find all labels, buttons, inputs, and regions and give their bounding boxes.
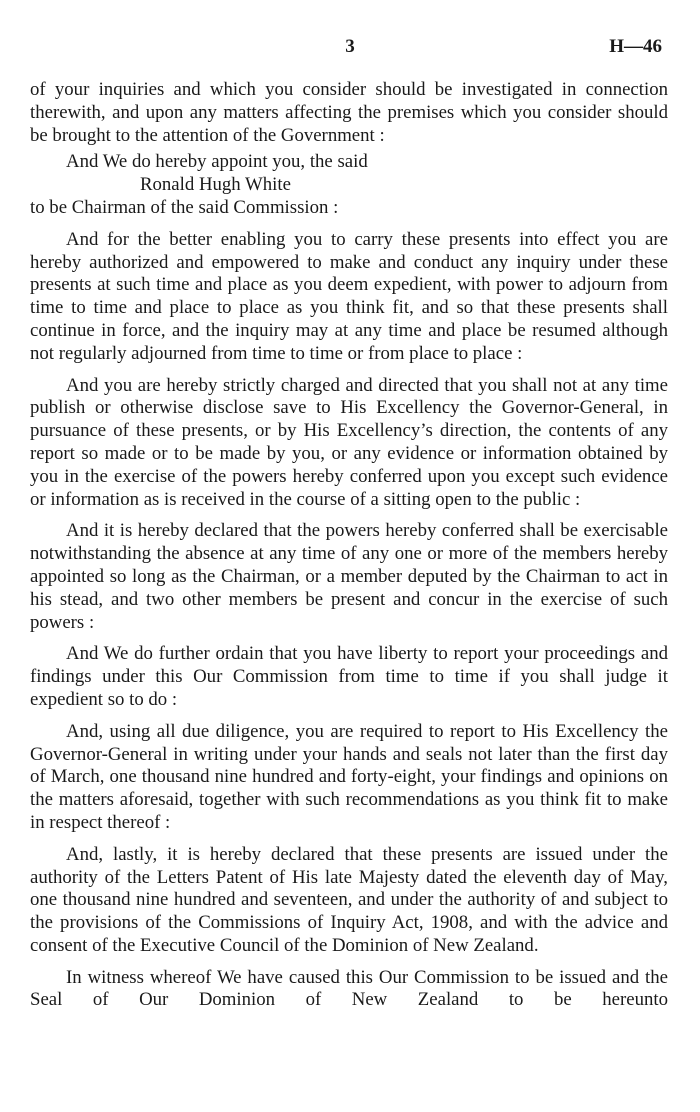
- paragraph-witness: In witness whereof We have caused this Our Commission to be issued and the Seal of Our Dominion of New Zealand to be hereunto: [30, 966, 668, 1011]
- document-reference: H—46: [609, 36, 662, 57]
- paragraph-appointment: And We do hereby appoint you, the said: [66, 151, 368, 173]
- paragraph-chairman: to be Chairman of the said Commission :: [30, 196, 339, 218]
- paragraph-reporting: And We do further ordain that you have liberty to report your proceedings and findings under this Our Commission from time to time if you shall judge it expedient so to do :: [30, 643, 668, 710]
- paragraph-continued: of your inquiries and which you consider should be investigated in connection therewith, and upon any matters affecting the premises which you consider should be brought to the attention of the Government :: [30, 79, 668, 146]
- paragraph-quorum: And it is hereby declared that the powers hereby conferred shall be exercisable notwithstanding the absence at any time of any one or more of the members hereby appointed so long as the Chairman, or a member deputed by the Chairman to act in his stead, and two other members be present and concur in the exercise of such powers :: [30, 520, 668, 633]
- paragraph-deadline: And, using all due diligence, you are required to report to His Excellency the Governor-General in writing under your hands and seals not later than the first day of March, one thousand nine hundred and forty-eight, your findings and opinions on the matters aforesaid, together with such recommendations as you think fit to make in respect thereof :: [30, 720, 668, 833]
- page-number: 3: [345, 36, 355, 57]
- paragraph-authority: And, lastly, it is hereby declared that these presents are issued under the authority of the Letters Patent of His late Majesty dated the eleventh day of May, one thousand nine hundred and seventeen, and under the authority of and subject to the provisions of the Commissions of Inquiry Act, 1908, and with the advice and consent of the Executive Council of the Dominion of New Zealand.: [30, 843, 668, 956]
- chairman-name: Ronald Hugh White: [140, 174, 291, 196]
- paragraph-disclosure: And you are hereby strictly charged and directed that you shall not at any time publish or otherwise disclose save to His Excellency the Governor-General, in pursuance of these presents, or by His Excellency’s direction, the contents of any report so made or to be made by you, or any evidence or information obtained by you in the exercise of the powers hereby conferred upon you except such evidence or information as is received in the course of a sitting open to the public :: [30, 374, 668, 510]
- document-body: [30, 79, 668, 1012]
- paragraph-powers: And for the better enabling you to carry these presents into effect you are hereby authorized and empowered to make and conduct any inquiry under these presents at such time and place as you deem expedient, with power to adjourn from time to time and place to place as you think fit, and so that these presents shall continue in force, and the inquiry may at any time and place be resumed although not regularly adjourned from time to time or from place to place :: [30, 228, 668, 364]
- page-header: [30, 36, 670, 60]
